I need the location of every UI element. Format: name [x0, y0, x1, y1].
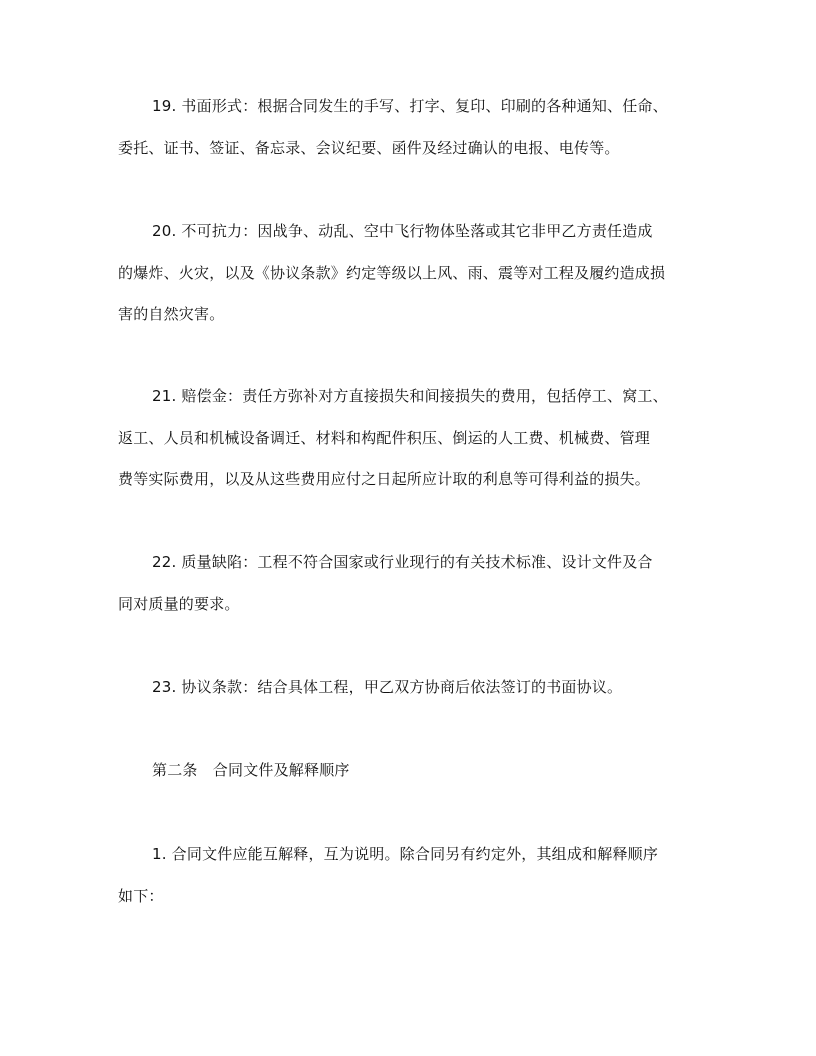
item-19-line-2: 委托、证书、签证、备忘录、会议纪要、函件及经过确认的电报、电传等。 — [118, 139, 620, 157]
item-19-line-1: 19. 书面形式：根据合同发生的手写、打字、复印、印刷的各种通知、任命、 — [152, 97, 668, 115]
article-2-item-1-line-1: 1. 合同文件应能互解释，互为说明。除合同另有约定外，其组成和解释顺序 — [152, 845, 659, 863]
item-20-line-1: 20. 不可抗力：因战争、动乱、空中飞行物体坠落或其它非甲乙方责任造成 — [152, 222, 653, 240]
item-21-line-2: 返工、人员和机械设备调迁、材料和构配件积压、倒运的人工费、机械费、管理 — [118, 429, 651, 447]
article-2-item-1-line-2: 如下： — [118, 887, 164, 905]
item-21-line-1: 21. 赔偿金：责任方弥补对方直接损失和间接损失的费用，包括停工、窝工、 — [152, 387, 668, 405]
section-heading-article-2: 第二条 合同文件及解释顺序 — [152, 761, 350, 779]
item-20-line-3: 害的自然灾害。 — [118, 305, 225, 323]
item-22-line-2: 同对质量的要求。 — [118, 595, 240, 613]
item-23-line-1: 23. 协议条款：结合具体工程，甲乙双方协商后依法签订的书面协议。 — [152, 678, 623, 696]
item-22-line-1: 22. 质量缺陷：工程不符合国家或行业现行的有关技术标准、设计文件及合 — [152, 553, 653, 571]
item-20-line-2: 的爆炸、火灾，以及《协议条款》约定等级以上风、雨、震等对工程及履约造成损 — [118, 264, 666, 282]
item-21-line-3: 费等实际费用，以及从这些费用应付之日起所应计取的利息等可得利益的损失。 — [118, 470, 651, 488]
